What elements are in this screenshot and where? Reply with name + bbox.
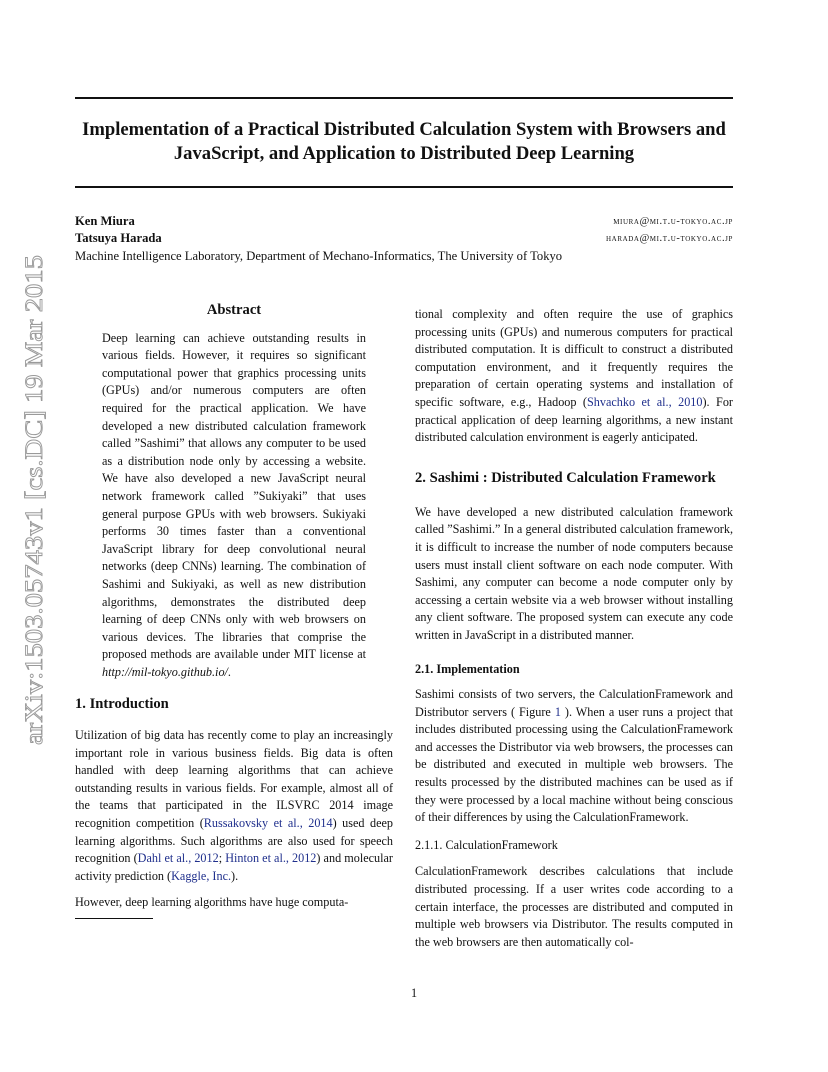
section-2-1-1-paragraph: CalculationFramework describes calculations that include distributed processing. If a user writes code according to a certain interface, the processes are distributed and computed in multiple web browsers via Distributor. The results computed in the web browsers are then automatically col- <box>415 864 733 949</box>
citation-russakovsky[interactable]: Russakovsky et al., 2014 <box>203 815 333 830</box>
section-2-1-1-heading: 2.1.1. CalculationFramework <box>415 837 558 852</box>
figure-1-reference[interactable]: 1 <box>554 704 561 719</box>
project-url-link[interactable]: http://mil-tokyo.github.io/ <box>102 664 228 679</box>
section-2-1-paragraph: Sashimi consists of two servers, the CalculationFramework and Distributor servers ( Figure 1 ). When a user runs a project that includes distributed processing using the CalculationFramework and accesses the Distributor via web browsers, the processes can be distributed and executed in multiple web browsers. The results processed by the distributed machines can be used as if they were processed by a local machine without being conscious of their differences by using the CalculationFramework. <box>415 687 733 825</box>
author-name-1: Ken Miura <box>75 214 135 228</box>
abstract-text: Deep learning can achieve outstanding results in various fields. However, it requires so significant computational power that graphics processing units (GPUs) and/or numerous computers are often required for the practical application. We have developed a new distributed calculation framework called ”Sashimi” that allows any computer to be used as a distribution node only by accessing a website. We have also developed a new JavaScript neural network framework called ”Sukiyaki” that uses general purpose GPUs with web browsers. Sukiyaki performs 30 times faster than a conventional JavaScript library for deep convolutional neural networks (deep CNNs) learning. The combination of Sashimi and Sukiyaki, as well as new distribution algorithms, demonstrates the distributed deep learning of deep CNNs only with web browsers on various devices. The libraries that comprise the proposed methods are available under MIT license at http://mil-tokyo.github.io/. <box>102 330 366 679</box>
paper-title: Implementation of a Practical Distributed Calculation System with Browsers and JavaScript, and Application to Distributed Deep Learning <box>82 119 726 164</box>
citation-shvachko[interactable]: Shvachko et al., 2010 <box>587 394 703 409</box>
title-top-rule <box>75 97 733 99</box>
citation-dahl[interactable]: Dahl et al., 2012 <box>137 851 219 866</box>
intro-paragraph-2: However, deep learning algorithms have huge computa- <box>75 895 349 910</box>
author-email-2[interactable]: harada@mi.t.u-tokyo.ac.jp <box>606 233 733 244</box>
arxiv-stamp <box>14 250 54 750</box>
abstract-heading: Abstract <box>206 302 262 318</box>
footnote-rule <box>75 918 153 919</box>
introduction-heading: 1. Introduction <box>75 696 169 712</box>
citation-kaggle[interactable]: Kaggle, Inc. <box>171 868 232 883</box>
affiliation: Machine Intelligence Laboratory, Department of Mechano-Informatics, The University of Tokyo <box>75 249 563 263</box>
intro-continuation: tional complexity and often require the use of graphics processing units (GPUs) and numerous computers for practical distributed computation. It is difficult to construct a distributed computation environment, and it frequently requires the preparation of certain operating systems and installation of specific software, e.g., Hadoop (Shvachko et al., 2010). For practical application of deep learning algorithms, a new instant distributed calculation environment is eagerly anticipated. <box>415 307 733 445</box>
section-2-1-heading: 2.1. Implementation <box>415 661 520 676</box>
abstract-section <box>102 302 366 681</box>
citation-hinton[interactable]: Hinton et al., 2012 <box>225 851 317 866</box>
right-column <box>415 306 733 951</box>
section-2-paragraph: We have developed a new distributed calculation framework called ”Sashimi.” In a general distributed calculation framework, it is difficult to increase the number of node computers because users must install client software on each node computer. With Sashimi, any computer can become a node computer only by accessing a certain website via a web browser without installing any client software. The proposed system can execute any code written in JavaScript in a distributed manner. <box>415 504 733 642</box>
page-number: 1 <box>410 986 418 1000</box>
introduction-section <box>75 695 393 912</box>
intro-paragraph-1: Utilization of big data has recently come to play an increasingly important role in various business fields. Big data is often handled with deep learning algorithms that can achieve outstanding results in various fields. For example, almost all of the teams that participated in the ILSVRC 2014 image recognition competition (Russakovsky et al., 2014) used deep learning algorithms. Such algorithms are also used for speech recognition (Dahl et al., 2012; Hinton et al., 2012) and molecular activity prediction (Kaggle, Inc.). <box>75 728 394 883</box>
arxiv-id-text: arXiv:1503.05743v1 [cs.DC] 19 Mar 2015 <box>21 317 48 745</box>
author-name-2: Tatsuya Harada <box>75 231 162 245</box>
author-email-1[interactable]: miura@mi.t.u-tokyo.ac.jp <box>613 216 733 227</box>
section-2-heading: 2. Sashimi : Distributed Calculation Framework <box>415 469 716 486</box>
title-bottom-rule <box>75 186 733 188</box>
